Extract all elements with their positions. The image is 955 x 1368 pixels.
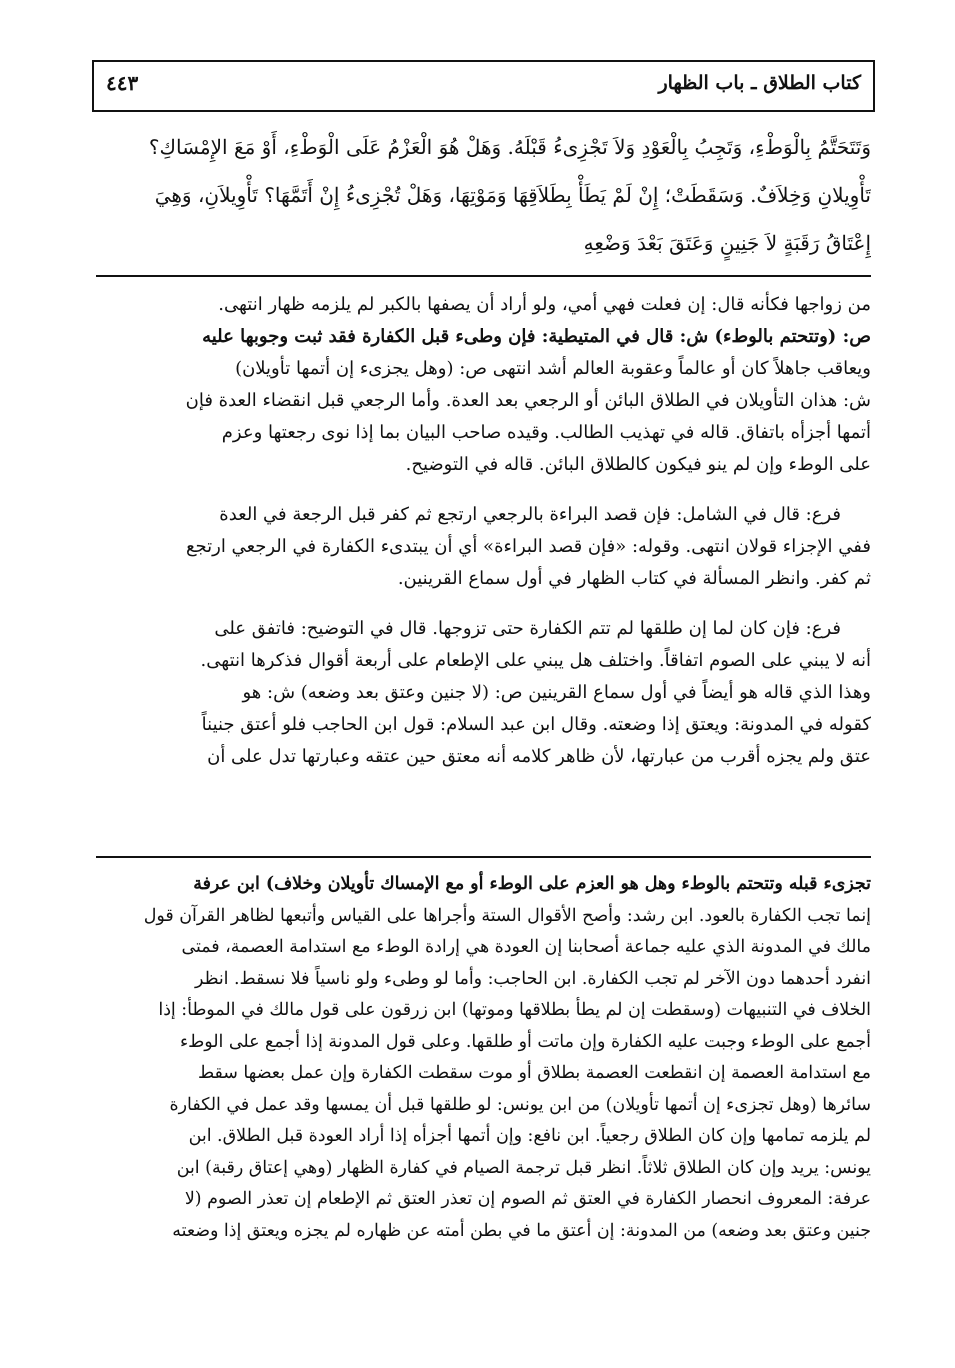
- sharh-line: ثم كفر. وانظر المسألة في كتاب الظهار في أول سماع القرينين.: [397, 568, 871, 589]
- page: [78, 55, 883, 1345]
- matn-line: إِعْتَاقُ رَقَبَةٍ لاَ جَنِينٍ وَعَتَقَ بَعْدَ وَضْعِهِ: [583, 231, 871, 255]
- sharh-text: [96, 289, 871, 773]
- hashiya-line: يونس: يريد وإن كان الطلاق ثلاثاً. انظر قبل ترجمة الصيام في كفارة الظهار (وهي إعتاق رقبة) ابن: [176, 1157, 871, 1178]
- hashiya-line: سائرها (وهل تجزىء إن أتمها تأويلان) من ابن يونس: لو طلقها قبل أن يمسها وقد عمل في الكفارة: [169, 1094, 871, 1115]
- sharh-line: من زواجها فكأنه قال: إن فعلت فهي أمي، ولو أراد أن يصفها بالكبر لم يلزمه ظهار انتهى.: [218, 294, 871, 315]
- sharh-line: فرع: فإن كان لما إن طلقها لم تتم الكفارة حتى تزوجها. قال في التوضيح: فاتفق على: [214, 618, 841, 639]
- hashiya-line: جنين وعتق بعد وضعه) من المدونة: إن أعتق ما في بطن أمته عن ظهاره لم يجزه ويعتق إذا وضعته: [172, 1220, 871, 1241]
- sharh-line: كقوله في المدونة: ويعتق إذا وضعته. وقال ابن عبد السلام: قول ابن الحاجب فلو أعتق جنيناً: [201, 714, 871, 735]
- sharh-line: ففي الإجزاء قولان انتهى. وقوله: «فإن قصد البراءة» أي أن يبتدىء الكفارة في الرجعي ارتجع: [185, 536, 871, 557]
- hashiya-line: انفرد أحدهما دون الآخر لم تجب الكفارة. ابن الحاجب: وأما لو وطىء ولو ناسياً فلا نسقط. انظر: [194, 968, 871, 989]
- hashiya-line: أجمع على الوطء وجبت عليه الكفارة وإن ماتت أو طلقها. وعلى قول المدونة إذا أجمع على الوطء: [180, 1031, 871, 1052]
- hashiya-line: عرفة: المعروف انحصار الكفارة في العتق ثم الصوم إن تعذر العتق ثم الإطعام إن تعذر الصوم (لا: [184, 1189, 871, 1209]
- sharh-line: أنه لا يبني على الصوم اتفاقاً. واختلف هل يبني على الإطعام على أربعة أقوال فذكرها انتهى.: [200, 650, 871, 671]
- hashiya-line: مع استدامة العصمة إن انقطعت العصمة بطلاق أو موت سقطت الكفارة وإن عمل بعضها سقط: [197, 1063, 871, 1083]
- sharh-line: عتق ولم يجزه أقرب من عبارتها، لأن ظاهر كلامه أنه معتق حين عتقه وعبارتها تدل على أن: [207, 746, 871, 767]
- hashiya-text: [96, 869, 871, 1247]
- matn-line: تَأْوِيلانِ وَخِلاَفٌ. وَسَقَطَتْ؛ إِنْ لَمْ يَطَأْ بِطَلاَقِهَا وَمَوْتِهَا، وَهَلْ تُجْزِىءُ إِنْ أَتَمَّهَا؟ تَأْوِيلاَنِ، وَهِيَ: [154, 183, 871, 207]
- sharh-line: فرع: قال في الشامل: فإن قصد البراءة بالرجعي ارتجع ثم كفر قبل الرجعة في العدة: [219, 504, 841, 525]
- running-title: كتاب الطلاق ـ باب الظهار: [658, 72, 861, 94]
- sharh-line: أتمها أجزأه باتفاق. قاله في تهذيب الطالب. وقيده صاحب البيان بما إذا نوى رجعتها وعزم: [221, 422, 871, 443]
- sharh-line: وهذا الذي قاله هو أيضاً في أول سماع القرينين ص: (لا جنين وعتق بعد وضعه) ش: هو: [242, 682, 871, 703]
- sharh-line: على الوطء وإن لم ينو فيكون كالطلاق البائن. قاله في التوضيح.: [405, 454, 871, 475]
- matn-line: وَتَتَحَتَّمُ بِالْوَطْءِ، وَتَجِبُ بِالْعَوْدِ وَلاَ تَجْزِىءُ قَبْلَهُ. وَهَلْ هُوَ الْعَزْمُ عَلَى الْوَطْءِ، أَوْ مَعَ الإِمْسَاكِ؟: [148, 135, 871, 159]
- hashiya-line: لم يلزمه تمامها وإن كان الطلاق رجعياً. ابن نافع: وإن أتمها أجزأه إذا أراد العودة قبل الطلاق. ابن: [188, 1126, 871, 1146]
- footnote-divider: [96, 856, 871, 858]
- page-header: [92, 60, 875, 112]
- sharh-line: ص: (وتتحتم بالوطء) ش: قال في المتيطية: فإن وطىء قبل الكفارة فقد ثبت وجوبها عليه: [202, 326, 871, 347]
- page-number: ٤٤٣: [106, 71, 139, 95]
- matn-text: [96, 123, 871, 267]
- hashiya-line: إنما تجب الكفارة بالعود. ابن رشد: وأصح الأقوال الستة وأجراها على القياس وأتبعها لظاهر القرآن قول: [143, 905, 871, 926]
- hashiya-line: الخلاف في التنبيهات (وسقطت إن لم يطأ بطلاقها وموتها) ابن زرقون على قول مالك في الموطأ: إذا: [158, 1000, 871, 1020]
- matn-divider: [96, 275, 871, 277]
- sharh-line: ش: هذان التأويلان في الطلاق البائن أو الرجعي بعد العدة. وأما الرجعي قبل انقضاء العدة فإن: [185, 390, 871, 411]
- sharh-line: ويعاقب جاهلاً كان أو عالماً وعقوبة العالم أشد انتهى ص: (وهل يجزىء إن أتمها تأويلان): [235, 358, 871, 379]
- hashiya-line: تجزىء قبله وتتحتم بالوطء وهل هو العزم على الوطء أو مع الإمساك تأويلان وخلاف) ابن عرفة: [193, 874, 871, 894]
- hashiya-line: مالك في المدونة الذي عليه جماعة أصحابنا إن العودة هي إرادة الوطء مع استدامة العصمة، فمتى: [181, 937, 871, 957]
